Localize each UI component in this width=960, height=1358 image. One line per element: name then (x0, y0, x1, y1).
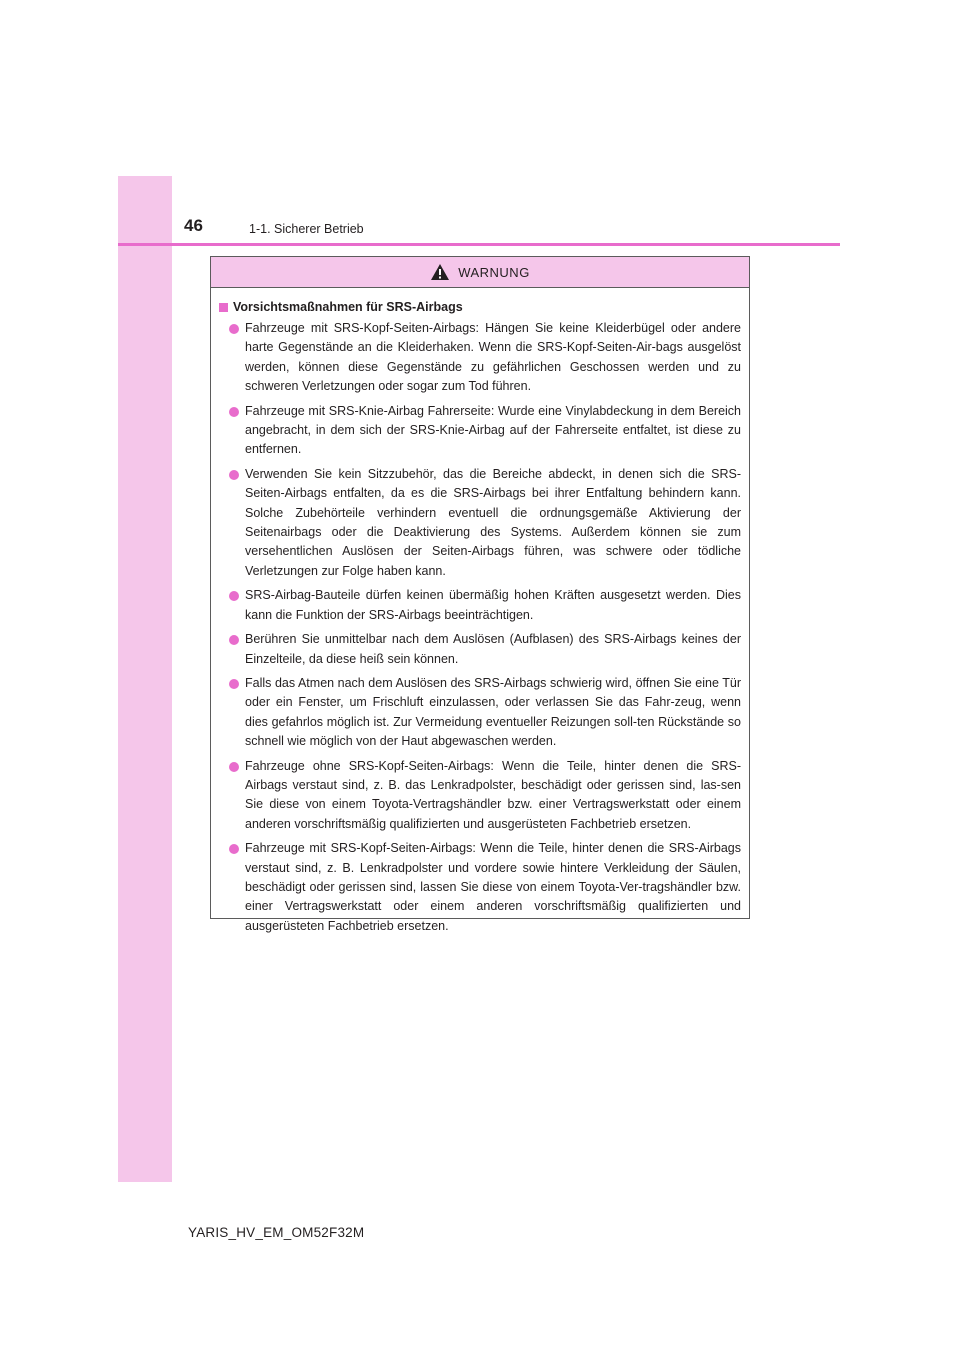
pink-dot-icon (229, 591, 239, 601)
page-number: 46 (184, 216, 203, 235)
document-code: YARIS_HV_EM_OM52F32M (188, 1225, 365, 1240)
bullet-text: Falls das Atmen nach dem Auslösen des SRS-Airbags schwierig wird, öffnen Sie eine Tür oder ein Fenster, um Frischluft einzulassen, oder verlassen Sie das Fahr-zeug, wenn dies gefahrlos möglich ist. Zur Vermeidung eventueller Reizungen soll-ten Rückstände so schnell wie möglich von der Haut abgewaschen werden. (245, 675, 741, 749)
pink-dot-icon (229, 324, 239, 334)
bullet-text: Fahrzeuge mit SRS-Kopf-Seiten-Airbags: Wenn die Teile, hinter denen die SRS-Airbags verstaut sind, z. B. Lenkradpolster und vordere sowie hintere Verkleidung der Säulen, beschädigt oder gerissen sind, lassen Sie diese von einem Toyota-Ver-tragshändler bzw. einer Vertragswerkstatt oder einem anderen vorschriftsmäßig qualifizierten und ausgerüsteten Fachbetrieb ersetzen. (245, 841, 741, 933)
bullet-text: Fahrzeuge mit SRS-Kopf-Seiten-Airbags: Hängen Sie keine Kleiderbügel oder andere harte Gegenstände an die Kleiderhaken. Wenn die SRS-Kopf-Seiten-Air-bags ausgelöst werden, können diese Gegenstände zu gefährlichen Geschossen werden und zu schweren Verletzungen oder sogar zum Tod führen. (245, 321, 741, 394)
warning-label: WARNUNG (458, 264, 530, 280)
bullet-item (219, 402, 741, 460)
bullet-item (219, 319, 741, 397)
warning-box (210, 256, 750, 933)
bullet-item (219, 839, 741, 936)
pink-square-icon (219, 303, 228, 312)
bullet-item (219, 630, 741, 669)
side-thumb-band (118, 176, 172, 1182)
warning-header (211, 257, 749, 288)
subheading-text: Vorsichtsmaßnahmen für SRS-Airbags (233, 300, 463, 314)
bullet-text: Berühren Sie unmittelbar nach dem Auslösen (Aufblasen) des SRS-Airbags keines der Einzelteile, da diese heiß sein können. (245, 632, 741, 666)
header-rule (118, 243, 840, 246)
bullet-item (219, 674, 741, 752)
bullet-text: Fahrzeuge mit SRS-Knie-Airbag Fahrerseite: Wurde eine Vinylabdeckung in dem Bereich angebracht, in dem sich der SRS-Knie-Airbag auf der Fahrerseite entfaltet, ist diese zu entfernen. (245, 403, 741, 457)
bullet-text: Fahrzeuge ohne SRS-Kopf-Seiten-Airbags: Wenn die Teile, hinter denen die SRS-Airbags verstaut sind, z. B. das Lenkradpolster, beschädigt oder gerissen sind, las-sen Sie diese von einem Toyota-Vertragshändler bzw. einer Vertragswerkstatt oder einem anderen vorschriftsmäßig qualifizierten und ausgerüsteten Fachbetrieb ersetzen. (245, 758, 741, 831)
bullet-text: Verwenden Sie kein Sitzzubehör, das die Bereiche abdeckt, in denen sich die SRS-Seiten-Airbags entfalten, da es die SRS-Airbags bei ihrer Entfaltung behindern kann. Solche Zubehörteile verhindern eventuell die ordnungsgemäße Aktivierung der Seitenairbags oder die Deaktivierung des Systems. Außerdem können sie zum versehentlichen Auslösen der Seiten-Airbags führen, was schwere oder tödliche Verletzungen zur Folge haben kann. (245, 466, 741, 578)
pink-dot-icon (229, 844, 239, 854)
pink-dot-icon (229, 635, 239, 645)
bullet-item (219, 757, 741, 835)
pink-dot-icon (229, 679, 239, 689)
warning-triangle-icon (430, 263, 450, 281)
pink-dot-icon (229, 762, 239, 772)
bullet-item (219, 465, 741, 581)
bullet-item (219, 586, 741, 625)
warning-body (211, 288, 749, 936)
bullet-text: SRS-Airbag-Bauteile dürfen keinen übermäßig hohen Kräften ausgesetzt werden. Dies kann die Funktion der SRS-Airbags beeinträchtigen. (245, 588, 741, 622)
pink-dot-icon (229, 470, 239, 480)
pink-dot-icon (229, 407, 239, 417)
warning-subheading (219, 298, 741, 317)
section-title: 1-1. Sicherer Betrieb (249, 222, 364, 236)
